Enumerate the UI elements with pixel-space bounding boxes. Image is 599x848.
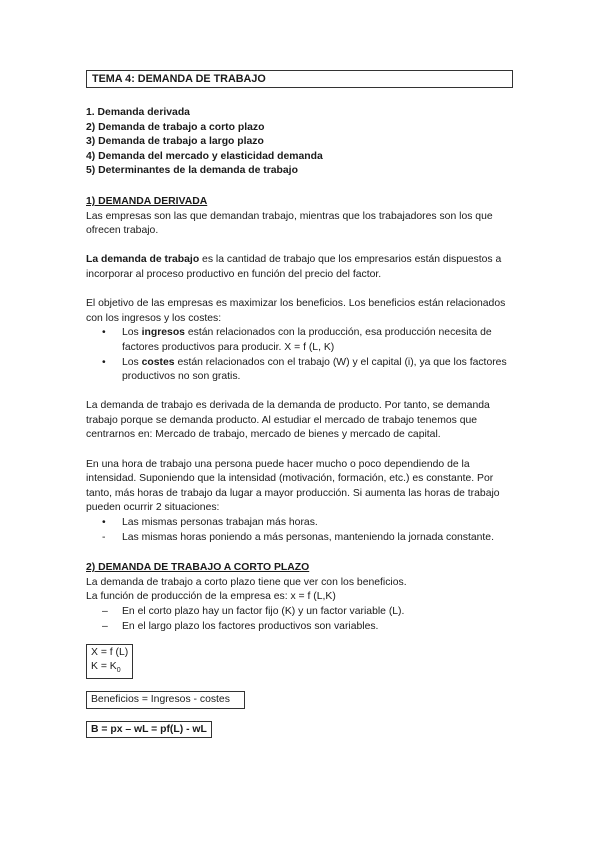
formula-subscript: 0: [116, 666, 121, 674]
toc-item: 5) Determinantes de la demanda de trabajo: [86, 165, 298, 177]
page-title: TEMA 4: DEMANDA DE TRABAJO: [86, 70, 513, 88]
list-item-text: Los: [122, 356, 142, 368]
dash-icon: –: [102, 620, 108, 632]
list-item-text: En el largo plazo los factores productivos son variables.: [122, 620, 379, 632]
paragraph: En una hora de trabajo una persona puede hacer mucho o poco dependiendo de la intensidad. Suponiendo que la intensidad (motivación, formación, etc.) es constante. Por tanto, más horas de trabajo da lugar a mayor producción. Si aumenta las horas de trabajo pueden ocurrir 2 situaciones:: [86, 458, 500, 514]
bullet-list: [86, 326, 516, 384]
section-heading-2: 2) DEMANDA DE TRABAJO A CORTO PLAZO: [86, 562, 310, 574]
list-item: [86, 516, 516, 531]
paragraph: La demanda de trabajo a corto plazo tiene que ver con los beneficios.: [86, 576, 407, 588]
bullet-icon: •: [102, 327, 106, 339]
list-item: [86, 620, 516, 635]
list-item-text: Los: [122, 327, 142, 339]
formula-box-benefit-equation: B = px – wL = pf(L) - wL: [86, 721, 212, 739]
list-item-text: En el corto plazo hay un factor fijo (K) y un factor variable (L).: [122, 606, 405, 617]
toc-item: 3) Demanda de trabajo a largo plazo: [86, 136, 264, 148]
list-item-text: Las mismas personas trabajan más horas.: [122, 517, 318, 529]
paragraph: Las empresas son las que demandan trabajo, mientras que los trabajadores son los que ofrecen trabajo.: [86, 210, 493, 237]
formula-line: [91, 660, 128, 678]
bullet-icon: •: [102, 356, 106, 368]
dash-icon: -: [102, 531, 106, 543]
list-item: [86, 356, 516, 385]
paragraph: El objetivo de las empresas es maximizar los beneficios. Los beneficios están relacionados con los ingresos y los costes:: [86, 298, 506, 324]
formula-text: K = K: [91, 660, 117, 672]
list-item-text: están relacionados con la producción, esa producción necesita de factores productivos para producir. X = f (L, K): [122, 327, 492, 353]
bold-term: ingresos: [141, 327, 185, 339]
list-item-text: Las mismas horas poniendo a más personas, manteniendo la jornada constante.: [122, 531, 494, 543]
list-item: [86, 605, 516, 620]
formula-box-benefits: Beneficios = Ingresos - costes: [86, 691, 245, 709]
dash-icon: –: [102, 606, 108, 617]
bold-term: costes: [141, 356, 175, 368]
toc-item: 4) Demanda del mercado y elasticidad demanda: [86, 150, 323, 162]
bullet-list: [86, 516, 516, 545]
toc-item: 2) Demanda de trabajo a corto plazo: [86, 121, 265, 133]
paragraph: La demanda de trabajo es derivada de la demanda de producto. Por tanto, se demanda trabajo porque se demanda producto. Al estudiar el mercado de trabajo tenemos que centrarnos en: Mercado de trabajo, mercado de bienes y mercado de capital.: [86, 400, 490, 441]
formula-line: X = f (L): [91, 647, 129, 659]
paragraph: La función de producción de la empresa es: x = f (L,K): [86, 591, 336, 603]
document-page: [86, 70, 516, 738]
bold-term: La demanda de trabajo: [86, 254, 200, 266]
list-item: [86, 326, 516, 355]
formula-box-production: [86, 644, 133, 679]
section-heading-1: 1) DEMANDA DERIVADA: [86, 195, 208, 207]
list-item-text: están relacionados con el trabajo (W) y el capital (i), ya que los factores productivos no son gratis.: [122, 356, 507, 383]
toc-item: 1. Demanda derivada: [86, 107, 190, 118]
paragraph: [86, 253, 516, 282]
dash-list: [86, 605, 516, 634]
list-item: [86, 531, 516, 546]
table-of-contents: [86, 106, 516, 179]
bullet-icon: •: [102, 517, 106, 529]
paragraph-text: es la cantidad de trabajo que los empresarios están dispuestos a incorporar al proceso productivo en función del precio del factor.: [86, 254, 502, 280]
